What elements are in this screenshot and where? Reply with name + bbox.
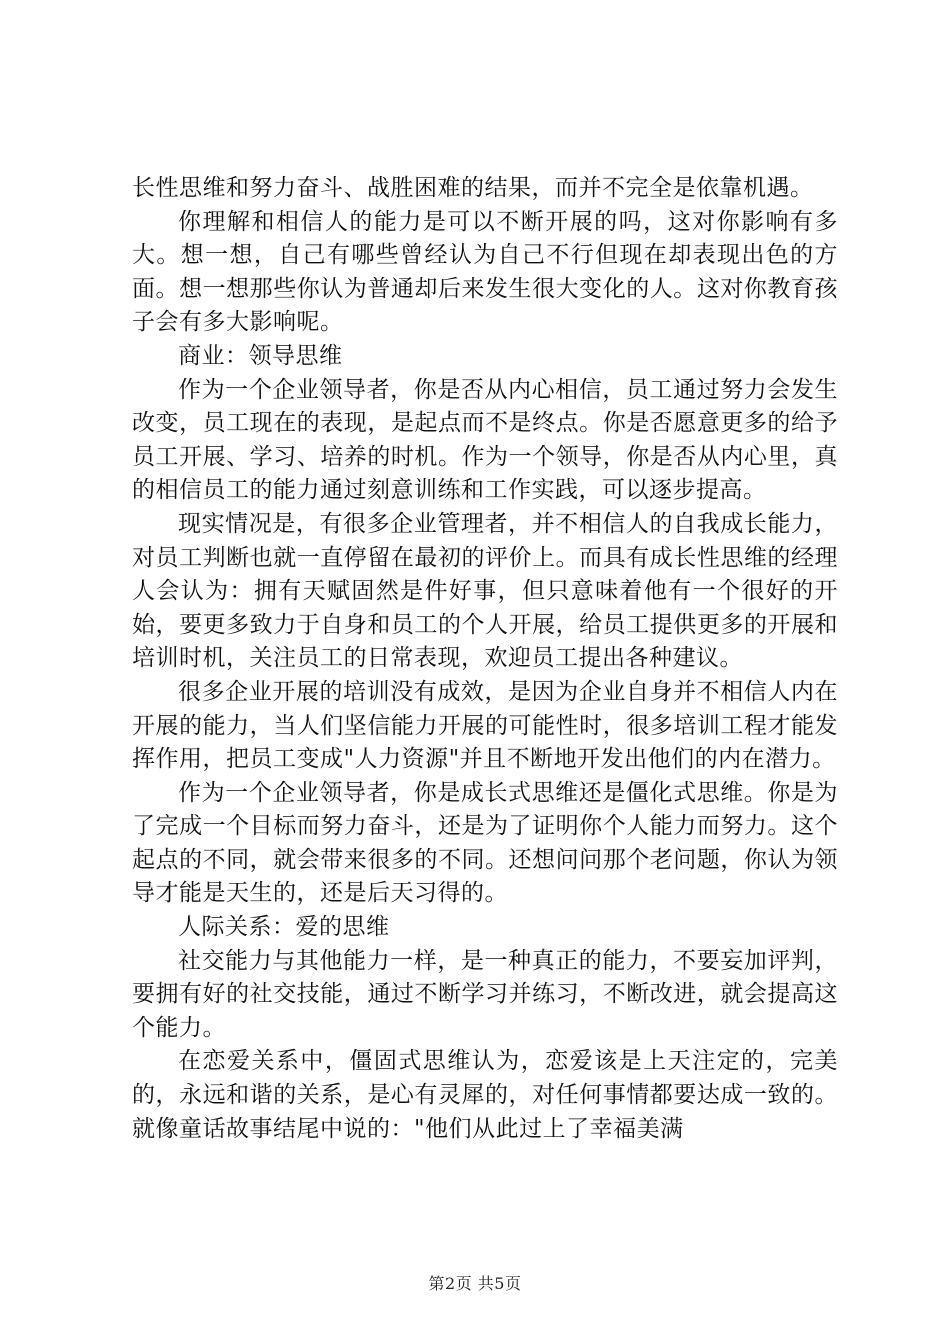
paragraph-continuation: 长性思维和努力奋斗、战胜困难的结果，而并不完全是依靠机遇。 — [132, 175, 814, 201]
page-number-footer: 第2页 共5页 — [428, 1274, 522, 1293]
paragraph-leader-belief: 作为一个企业领导者，你是否从内心相信，员工通过努力会发生改变，员工现在的表现，是起点而不是终点。你是否愿意更多的给予员工开展、学习、培养的时机。作为一个领导，你是否从内心里，真的相信员工的能力通过刻意训练和工作实践，可以逐步提高。 — [132, 376, 838, 504]
paragraph-ability-question: 你理解和相信人的能力是可以不断开展的吗，这对你影响有多大。想一想，自己有哪些曾经认为自己不行但现在却表现出色的方面。想一想那些你认为普通却后来发生很大变化的人。这对你教育孩子会有多大影响呢。 — [132, 208, 838, 336]
section-heading-relationships: 人际关系：爱的思维 — [178, 914, 390, 941]
paragraph-romance: 在恋爱关系中，僵固式思维认为，恋爱该是上天注定的，完美的，永远和谐的关系，是心有灵犀的，对任何事情都要达成一致的。就像童话故事结尾中说的："他们从此过上了幸福美满 — [132, 1048, 838, 1142]
paragraph-reality: 现实情况是，有很多企业管理者，并不相信人的自我成长能力，对员工判断也就一直停留在最初的评价上。而具有成长性思维的经理人会认为：拥有天赋固然是件好事，但只意味着他有一个很好的开始，要更多致力于自身和员工的个人开展，给员工提供更多的开展和培训时机，关注员工的日常表现，欢迎员工提出各种建议。 — [132, 510, 838, 672]
paragraph-training: 很多企业开展的培训没有成效，是因为企业自身并不相信人内在开展的能力，当人们坚信能力开展的可能性时，很多培训工程才能发挥作用，把员工变成"人力资源"并且不断地开发出他们的内在潜力。 — [132, 678, 838, 773]
paragraph-social-ability: 社交能力与其他能力一样，是一种真正的能力，不要妄加评判，要拥有好的社交技能，通过不断学习并练习，不断改进，就会提高这个能力。 — [132, 947, 838, 1041]
document-body — [132, 172, 838, 1146]
section-heading-business: 商业：领导思维 — [178, 342, 343, 369]
paragraph-mindset-choice: 作为一个企业领导者，你是成长式思维还是僵化式思维。你是为了完成一个目标而努力奋斗，还是为了证明你个人能力而努力。这个起点的不同，就会带来很多的不同。还想问问那个老问题，你认为领导才能是天生的，还是后天习得的。 — [132, 779, 838, 907]
